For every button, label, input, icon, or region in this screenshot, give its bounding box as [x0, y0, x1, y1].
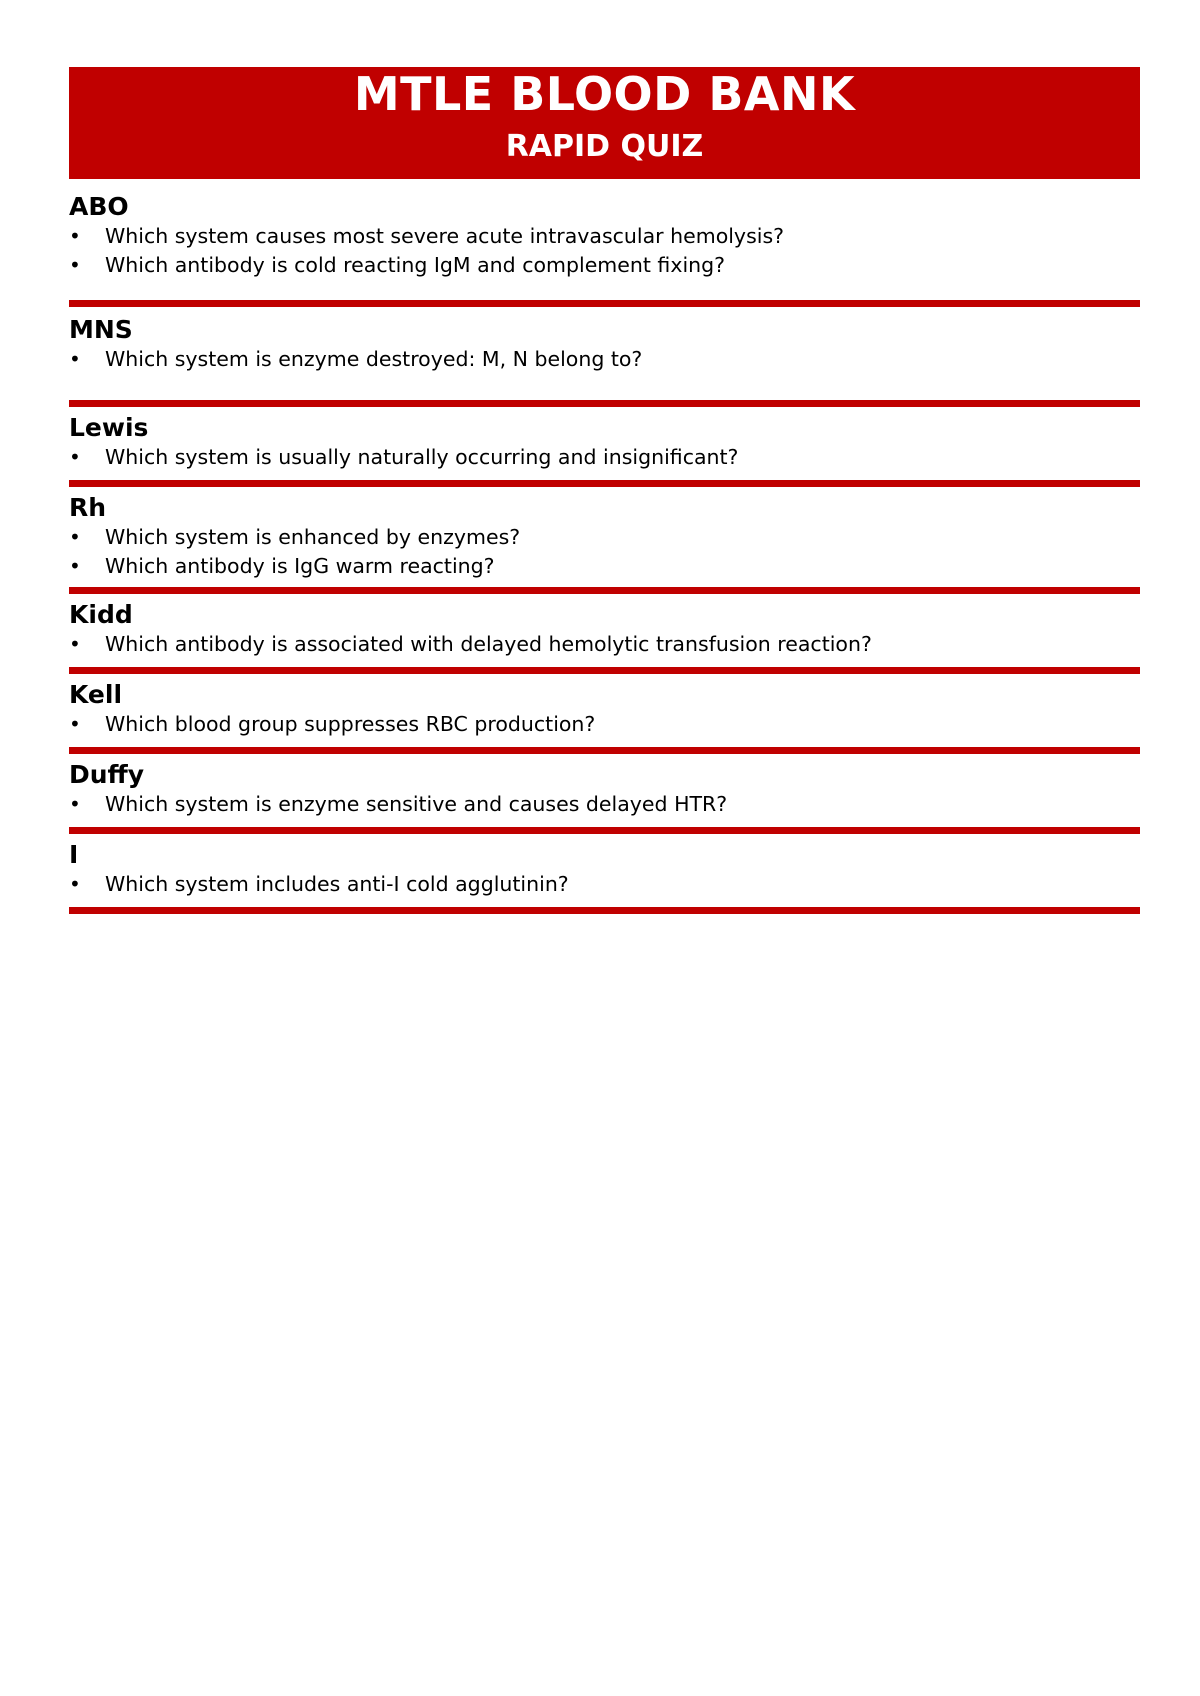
section-kidd	[69, 594, 1140, 674]
bullet-icon: •	[69, 632, 81, 656]
bullet-icon: •	[69, 253, 81, 277]
question-list	[69, 443, 1140, 472]
section-divider	[69, 480, 1140, 487]
question-item	[69, 251, 1140, 280]
question-text: Which blood group suppresses RBC production?	[105, 712, 596, 736]
section-kell	[69, 674, 1140, 754]
section-i	[69, 834, 1140, 914]
question-text: Which antibody is associated with delayed hemolytic transfusion reaction?	[105, 632, 872, 656]
section-heading: Rh	[69, 493, 107, 522]
section-heading: Kell	[69, 680, 123, 709]
question-text: Which system is usually naturally occurring and insignificant?	[105, 445, 739, 469]
section-heading: I	[69, 840, 79, 869]
bullet-icon: •	[69, 347, 81, 371]
bullet-icon: •	[69, 712, 81, 736]
page-title: MTLE BLOOD BANK	[353, 67, 856, 121]
bullet-icon: •	[69, 224, 81, 248]
bullet-icon: •	[69, 792, 81, 816]
section-heading: Lewis	[69, 413, 149, 442]
section-duffy	[69, 754, 1140, 834]
question-item	[69, 552, 1140, 581]
question-list	[69, 790, 1140, 819]
question-item	[69, 345, 1140, 374]
question-list	[69, 523, 1140, 581]
section-divider	[69, 587, 1140, 594]
question-item	[69, 443, 1140, 472]
title-banner	[69, 67, 1140, 179]
question-list	[69, 222, 1140, 280]
page-subtitle: RAPID QUIZ	[505, 129, 704, 164]
section-divider	[69, 827, 1140, 834]
bullet-icon: •	[69, 554, 81, 578]
question-text: Which antibody is IgG warm reacting?	[105, 554, 495, 578]
question-item	[69, 222, 1140, 251]
section-heading: MNS	[69, 315, 133, 344]
question-list	[69, 870, 1140, 899]
section-divider	[69, 907, 1140, 914]
section-heading: Duffy	[69, 760, 145, 789]
sections-container	[69, 179, 1140, 914]
question-text: Which system includes anti-I cold agglutinin?	[105, 872, 569, 896]
bullet-icon: •	[69, 872, 81, 896]
section-divider	[69, 400, 1140, 407]
question-list	[69, 345, 1140, 374]
section-rh	[69, 487, 1140, 594]
question-item	[69, 870, 1140, 899]
section-divider	[69, 747, 1140, 754]
question-list	[69, 630, 1140, 659]
question-text: Which system is enhanced by enzymes?	[105, 525, 521, 549]
section-divider	[69, 300, 1140, 307]
bullet-icon: •	[69, 445, 81, 469]
question-item	[69, 790, 1140, 819]
question-item	[69, 710, 1140, 739]
section-mns	[69, 307, 1140, 407]
question-item	[69, 630, 1140, 659]
section-lewis	[69, 407, 1140, 487]
section-divider	[69, 667, 1140, 674]
section-abo	[69, 179, 1140, 307]
question-text: Which system is enzyme sensitive and causes delayed HTR?	[105, 792, 728, 816]
section-heading: Kidd	[69, 600, 133, 629]
question-text: Which antibody is cold reacting IgM and complement fixing?	[105, 253, 726, 277]
bullet-icon: •	[69, 525, 81, 549]
question-text: Which system is enzyme destroyed: M, N belong to?	[105, 347, 643, 371]
question-list	[69, 710, 1140, 739]
section-heading: ABO	[69, 192, 129, 221]
question-item	[69, 523, 1140, 552]
question-text: Which system causes most severe acute intravascular hemolysis?	[105, 224, 785, 248]
quiz-page	[69, 67, 1140, 914]
